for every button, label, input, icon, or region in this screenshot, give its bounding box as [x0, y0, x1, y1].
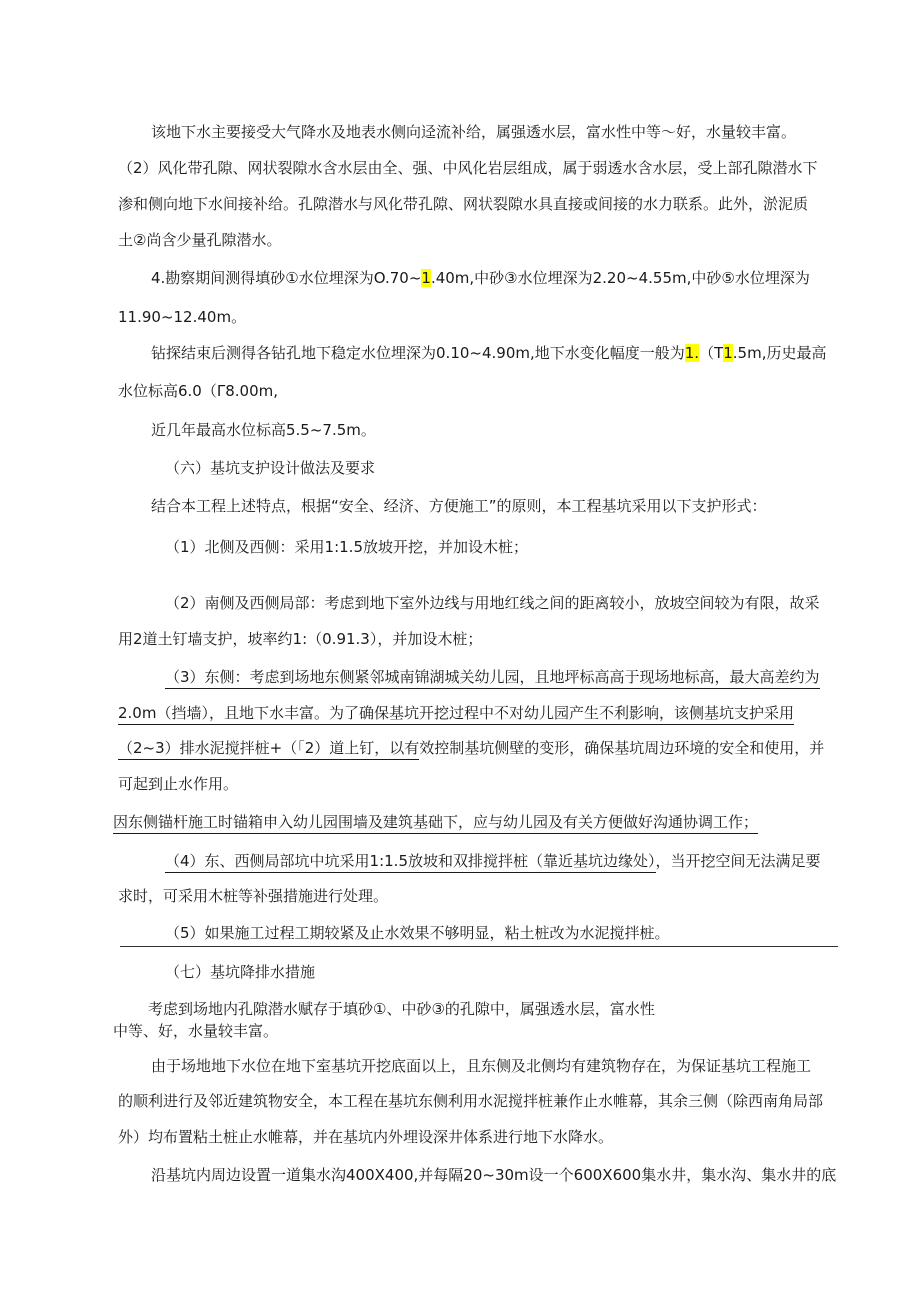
paragraph-line: （2）风化带孔隙、网状裂隙水含水层由全、强、中风化岩层组成，属于弱透水含水层，受上部孔隙潜水下	[118, 159, 818, 177]
list-item	[165, 854, 821, 869]
paragraph-line: 外）均布置粘土桩止水帷幕，并在基坑内外埋设深井体系进行地下水降水。	[118, 1128, 614, 1146]
underlined-text: （4）东、西侧局部坑中坑采用1:1.5放坡和双排搅拌桩（靠近基坑边缘处）	[165, 852, 656, 873]
paragraph-line: 考虑到场地内孔隙潜水赋存于填砂①、中砂③的孔隙中，属强透水层，富水性	[148, 1000, 655, 1018]
text-run: 钻探结束后测得各钻孔地下稳定水位埋深为0.10~4.90m,地下水变化幅度一般为	[151, 344, 685, 362]
paragraph-line: 中等、好，水量较丰富。	[113, 1022, 279, 1040]
paragraph-line	[118, 706, 794, 721]
paragraph-line: 水位标高6.0（Γ8.00m,	[118, 382, 278, 400]
paragraph-line: 近几年最高水位标高5.5~7.5m。	[151, 421, 376, 439]
paragraph-line: 求时，可采用木桩等补强措施进行处理。	[118, 887, 389, 905]
underlined-text: 2.0m（挡墙），且地下水丰富。为了确保基坑开挖过程中不对幼儿园产生不利影响，该侧基坑支护采用	[118, 704, 794, 725]
paragraph-line: 用2道土钉墙支护，坡率约1:（0.91.3），并加设木桩；	[118, 630, 483, 648]
section-heading: （六）基坑支护设计做法及要求	[165, 459, 376, 477]
paragraph-line: 渗和侧向地下水间接补给。孔隙潜水与风化带孔隙、网状裂隙水具直接或间接的水力联系。此外，淤泥质	[118, 195, 809, 213]
paragraph-line: 由于场地地下水位在地下室基坑开挖底面以上，且东侧及北侧均有建筑物存在，为保证基坑工程施工	[151, 1057, 812, 1075]
list-item: （1）北侧及西侧：采用1:1.5放坡开挖，并加设木桩；	[165, 538, 528, 556]
paragraph-line: 11.90~12.40m。	[118, 308, 247, 326]
paragraph-line: 结合本工程上述特点，根据“安全、经济、方便施工”的原则，本工程基坑采用以下支护形式：	[151, 497, 767, 515]
horizontal-rule	[120, 946, 838, 947]
paragraph-line	[113, 815, 758, 830]
paragraph-line: 土②尚含少量孔隙潜水。	[118, 231, 282, 249]
text-run: ，当开挖空间无法满足要	[655, 852, 821, 870]
paragraph-line: 的顺利进行及邻近建筑物安全，本工程在基坑东侧利用水泥搅拌桩兼作止水帷幕，其余三侧（除西南角局部	[118, 1092, 824, 1110]
highlighted-text: 1	[421, 269, 431, 287]
list-item: （2）南侧及西侧局部：考虑到地下室外边线与用地红线之间的距离较小，放坡空间较为有限，故采	[165, 594, 820, 612]
list-item	[165, 670, 820, 685]
highlighted-text: 1.	[684, 344, 700, 362]
text-run: 效控制基坑侧壁的变形，确保基坑周边环境的安全和使用，并	[419, 739, 825, 757]
paragraph-line: 该地下水主要接受大气降水及地表水侧向迳流补给，属强透水层，富水性中等～好，水量较丰富。	[151, 123, 797, 141]
paragraph-line	[118, 741, 824, 756]
text-run: .40m,中砂③水位埋深为2.20~4.55m,中砂⑤水位埋深为	[430, 269, 810, 287]
highlighted-text: 1	[723, 344, 733, 362]
text-run: （T	[699, 344, 724, 362]
text-run: 4.勘察期间测得填砂①水位埋深为O.70~	[151, 269, 422, 287]
paragraph-line: 可起到止水作用。	[118, 775, 239, 793]
paragraph-line	[151, 271, 810, 286]
section-heading: （七）基坑降排水措施	[165, 963, 316, 981]
paragraph-line: 沿基坑内周边设置一道集水沟400X400,并每隔20~30m设一个600X600集水井，集水沟、集水井的底	[151, 1166, 837, 1184]
paragraph-line	[151, 346, 826, 361]
underlined-text: 因东侧锚杆施工时锚箱申入幼儿园围墙及建筑基础下，应与幼儿园及有关方便做好沟通协调工作；	[113, 813, 758, 834]
list-item: （5）如果施工过程工期较紧及止水效果不够明显，粘土桩改为水泥搅拌桩。	[165, 924, 670, 942]
text-run: .5m,历史最高	[732, 344, 827, 362]
underlined-text: （2~3）排水泥搅拌桩+（「2）道上钉，以有	[118, 739, 419, 760]
underlined-text: （3）东侧：考虑到场地东侧紧邻城南锦湖城关幼儿园，且地坪标高高于现场地标高，最大高差约为	[165, 668, 820, 689]
